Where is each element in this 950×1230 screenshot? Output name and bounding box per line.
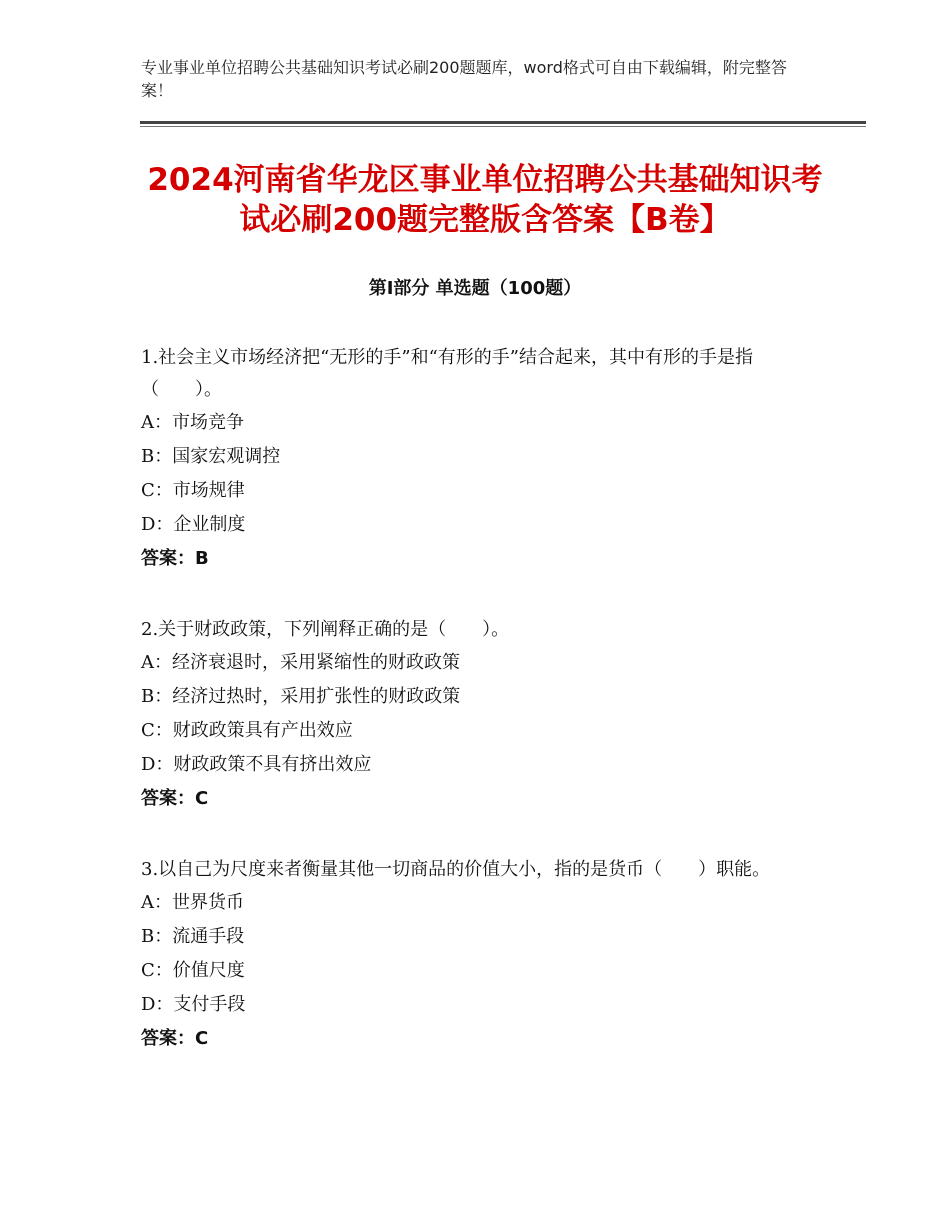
question-2 [141,614,801,816]
section-title: 第Ⅰ部分 单选题（100题） [368,278,582,299]
document-title: 2024河南省华龙区事业单位招聘公共基础知识考试必刷200题完整版含答案【B卷】 [147,162,823,238]
header-note: 专业事业单位招聘公共基础知识考试必刷200题题库，word格式可自由下载编辑，附完整答案！ [141,58,787,100]
question-answer: 答案：C [141,788,209,809]
question-stem: 2.关于财政政策，下列阐释正确的是（ ）。 [141,619,510,640]
question-option-a: A：世界货币 [141,892,244,913]
question-1 [141,342,801,576]
question-answer: 答案：B [141,548,209,569]
question-option-c: C：财政政策具有产出效应 [141,720,353,741]
question-option-d: D：支付手段 [141,994,246,1015]
question-option-b: B：流通手段 [141,926,245,947]
question-option-b: B：经济过热时，采用扩张性的财政政策 [141,686,461,707]
question-option-d: D：企业制度 [141,514,246,535]
header-divider-thick [140,121,866,124]
question-option-a: A：经济衰退时，采用紧缩性的财政政策 [141,652,460,673]
question-option-a: A：市场竞争 [141,412,244,433]
question-stem: 1.社会主义市场经济把“无形的手”和“有形的手”结合起来，其中有形的手是指（ ）。 [141,347,753,400]
question-option-c: C：价值尺度 [141,960,245,981]
question-option-c: C：市场规律 [141,480,245,501]
header-divider-thin [140,126,866,127]
question-answer: 答案：C [141,1028,209,1049]
question-option-d: D：财政政策不具有挤出效应 [141,754,372,775]
question-option-b: B：国家宏观调控 [141,446,281,467]
question-3 [141,854,801,1056]
question-stem: 3.以自己为尺度来者衡量其他一切商品的价值大小，指的是货币（ ）职能。 [141,859,771,880]
